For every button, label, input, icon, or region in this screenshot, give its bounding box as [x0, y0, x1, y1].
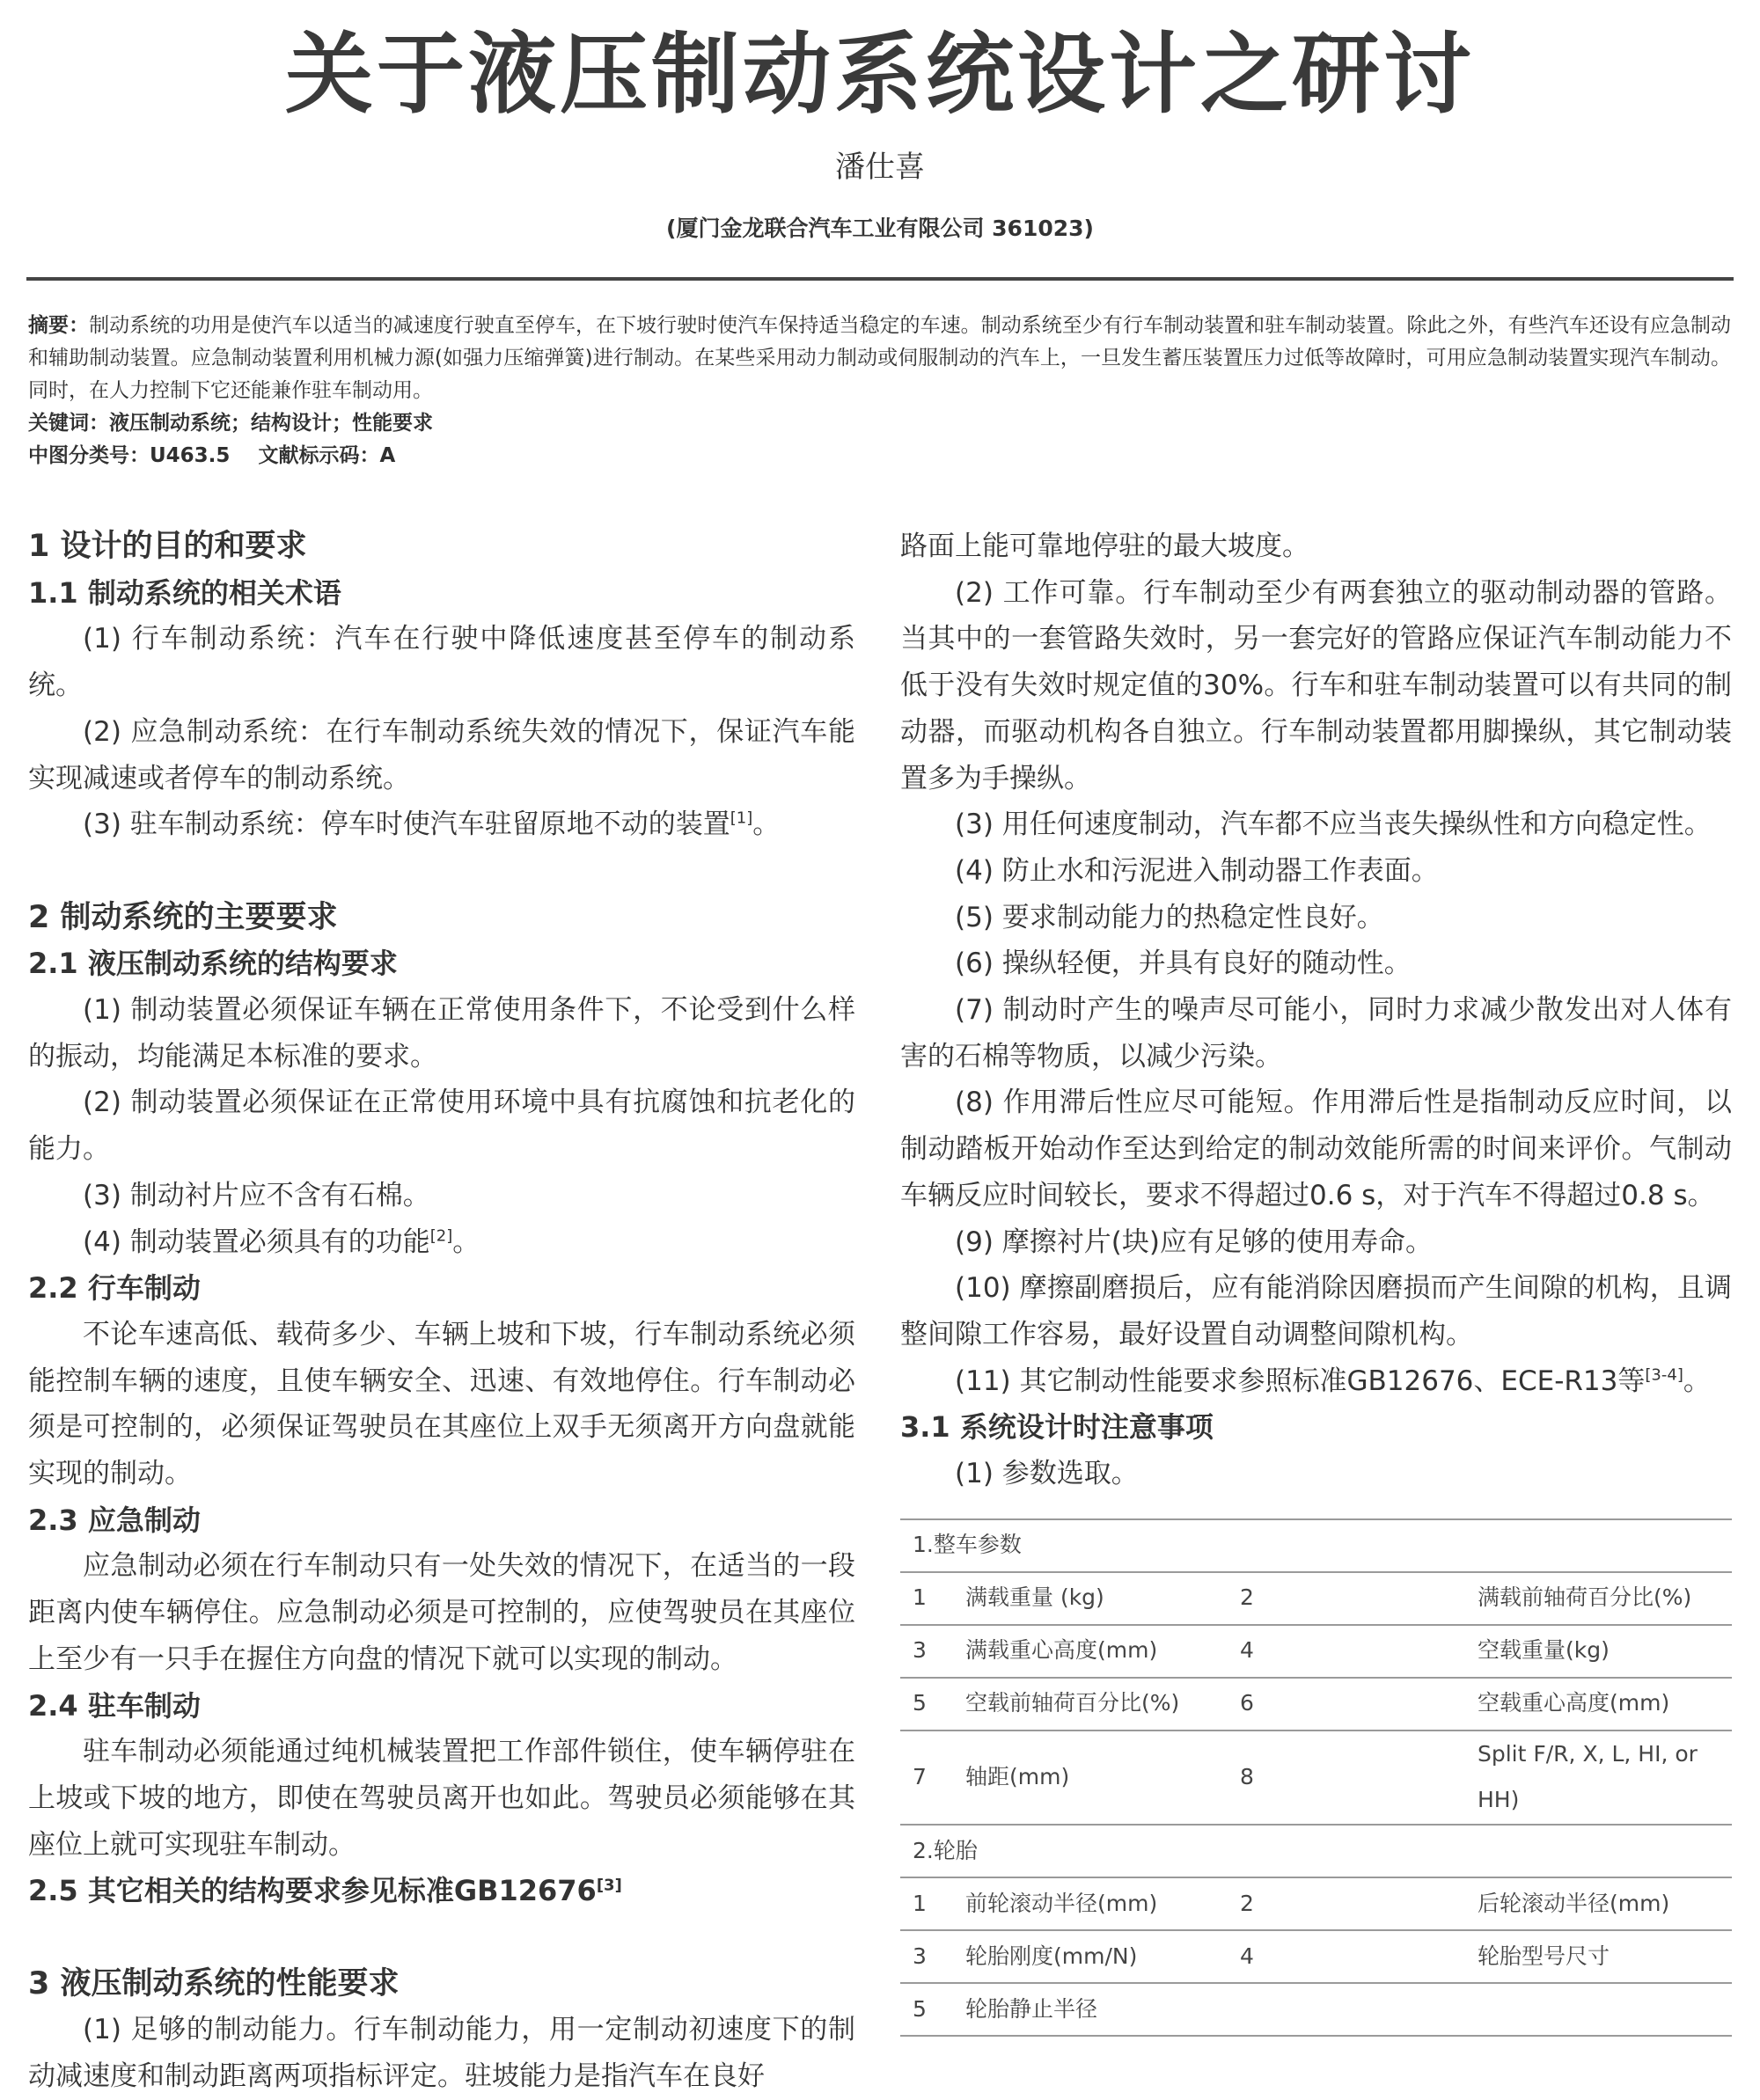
table-cell: 轮胎型号尺寸 — [1398, 1930, 1732, 1983]
abstract-paragraph — [28, 310, 1731, 407]
table-cell: 空载重心高度(mm) — [1398, 1678, 1732, 1730]
table-row — [900, 1877, 1732, 1930]
section-heading: 1 设计的目的和要求 — [28, 529, 307, 564]
table-cell: 轮胎静止半径 — [965, 1983, 1229, 2036]
punctuation: 。 — [752, 809, 781, 841]
table-cell: 3 — [900, 1930, 965, 1983]
right-column — [900, 523, 1732, 2037]
table-cell: 7 — [900, 1730, 965, 1825]
citation: [1] — [730, 809, 753, 828]
subsection-heading: 2.3 应急制动 — [28, 1503, 201, 1537]
table-cell: Split F/R, X, L, HI, or HH) — [1398, 1730, 1732, 1825]
paragraph: (1) 足够的制动能力。行车制动能力，用一定制动初速度下的制动减速度和制动距离两项指标评定。驻坡能力是指汽车在良好 — [28, 2014, 855, 2093]
table-row — [900, 1678, 1732, 1730]
keywords-label: 关键词： — [28, 412, 109, 435]
keywords-line — [28, 407, 1731, 440]
author-affiliation: (厦门金龙联合汽车工业有限公司 361023) — [666, 216, 1094, 241]
citation: [2] — [429, 1226, 453, 1246]
table-cell: 2 — [1229, 1877, 1398, 1930]
table-section-title: 1.整车参数 — [900, 1519, 1732, 1572]
table-cell — [1229, 1983, 1398, 2036]
paragraph: (2) 应急制动系统：在行车制动系统失效的情况下，保证汽车能实现减速或者停车的制动系统。 — [28, 715, 855, 794]
citation: [3-4] — [1645, 1365, 1683, 1385]
table-row — [900, 1730, 1732, 1825]
table-cell: 前轮滚动半径(mm) — [965, 1877, 1229, 1930]
header-rule — [26, 277, 1734, 281]
paragraph: 路面上能可靠地停驻的最大坡度。 — [900, 530, 1309, 562]
subsection-heading: 2.2 行车制动 — [28, 1271, 201, 1306]
punctuation: 。 — [452, 1226, 480, 1258]
paragraph-text: (11) 其它制动性能要求参照标准GB12676、ECE-R13等 — [955, 1365, 1646, 1397]
author-name: 潘仕喜 — [835, 150, 925, 185]
table-cell: 后轮滚动半径(mm) — [1398, 1877, 1732, 1930]
left-column — [28, 523, 855, 2100]
paragraph: (4) 防止水和污泥进入制动器工作表面。 — [955, 854, 1439, 887]
table-cell: 8 — [1229, 1730, 1398, 1825]
table-cell: 空载前轴荷百分比(%) — [965, 1678, 1229, 1730]
paragraph: (10) 摩擦副磨损后，应有能消除因磨损而产生间隙的机构，且调整间隙工作容易，最好设置自动调整间隙机构。 — [900, 1272, 1732, 1350]
paragraph: (2) 工作可靠。行车制动至少有两套独立的驱动制动器的管路。当其中的一套管路失效时，另一套完好的管路应保证汽车制动能力不低于没有失效时规定值的30%。行车和驻车制动装置可以有共同的制动器，而驱动机构各自独立。行车制动装置都用脚操纵，其它制动装置多为手操纵。 — [900, 576, 1732, 794]
subsection-heading: 3.1 系统设计时注意事项 — [900, 1410, 1214, 1445]
spacer — [28, 848, 855, 895]
paragraph: (6) 操纵轻便，并具有良好的随动性。 — [955, 948, 1412, 980]
paragraph — [900, 1358, 1732, 1405]
classification-line — [28, 440, 1731, 472]
table-section-row — [900, 1519, 1732, 1572]
doc-code-label: 文献标示码： — [258, 444, 380, 467]
spacer — [28, 1914, 855, 1961]
table-cell — [1398, 1983, 1732, 2036]
table-cell: 3 — [900, 1625, 965, 1678]
table-cell: 空载重量(kg) — [1398, 1625, 1732, 1678]
subsection-heading: 2.1 液压制动系统的结构要求 — [28, 947, 398, 981]
table-cell: 轮胎刚度(mm/N) — [965, 1930, 1229, 1983]
table-cell: 5 — [900, 1983, 965, 2036]
abstract-text: 制动系统的功用是使汽车以适当的减速度行驶直至停车，在下坡行驶时使汽车保持适当稳定的车速。制动系统至少有行车制动装置和驻车制动装置。除此之外，有些汽车还设有应急制动和辅助制动装置。应急制动装置利用机械力源(如强力压缩弹簧)进行制动。在某些采用动力制动或伺服制动的汽车上，一旦发生蓄压装置压力过低等故障时，可用应急制动装置实现汽车制动。同时，在人力控制下它还能兼作驻车制动用。 — [28, 314, 1732, 402]
table-cell: 1 — [900, 1877, 965, 1930]
table-cell: 轴距(mm) — [965, 1730, 1229, 1825]
paragraph: 应急制动必须在行车制动只有一处失效的情况下，在适当的一段距离内使车辆停住。应急制动必须是可控制的，应使驾驶员在其座位上至少有一只手在握住方向盘的情况下就可以实现的制动。 — [28, 1550, 855, 1675]
paragraph: 不论车速高低、载荷多少、车辆上坡和下坡，行车制动系统必须能控制车辆的速度，且使车辆安全、迅速、有效地停住。行车制动必须是可控制的，必须保证驾驶员在其座位上双手无须离开方向盘就能实现的制动。 — [28, 1318, 855, 1490]
paragraph: (3) 制动衬片应不含有石棉。 — [83, 1179, 430, 1211]
table-cell: 5 — [900, 1678, 965, 1730]
table-row — [900, 1572, 1732, 1625]
paragraph — [28, 1219, 855, 1266]
table-row — [900, 1983, 1732, 2036]
table-cell: 满载重心高度(mm) — [965, 1625, 1229, 1678]
parameter-table — [900, 1518, 1732, 2037]
paragraph: (1) 制动装置必须保证车辆在正常使用条件下，不论受到什么样的振动，均能满足本标准的要求。 — [28, 994, 855, 1072]
subsection-heading — [28, 1868, 855, 1914]
table-section-row — [900, 1825, 1732, 1877]
table-cell: 1 — [900, 1572, 965, 1625]
table-cell: 2 — [1229, 1572, 1398, 1625]
citation: [3] — [596, 1876, 622, 1895]
subsection-heading: 2.4 驻车制动 — [28, 1688, 201, 1723]
paragraph: (1) 行车制动系统：汽车在行驶中降低速度甚至停车的制动系统。 — [28, 623, 855, 702]
paragraph: (9) 摩擦衬片(块)应有足够的使用寿命。 — [955, 1226, 1433, 1258]
abstract-label: 摘要： — [28, 314, 90, 337]
abstract-block — [28, 310, 1731, 472]
table-cell: 4 — [1229, 1625, 1398, 1678]
table-cell: 满载重量 (kg) — [965, 1572, 1229, 1625]
paragraph — [28, 801, 855, 848]
doc-code-value: A — [379, 444, 396, 467]
table-cell: 满载前轴荷百分比(%) — [1398, 1572, 1732, 1625]
section-heading: 3 液压制动系统的性能要求 — [28, 1965, 400, 2001]
paragraph: (2) 制动装置必须保证在正常使用环境中具有抗腐蚀和抗老化的能力。 — [28, 1087, 855, 1166]
subsection-heading: 1.1 制动系统的相关术语 — [28, 575, 341, 610]
table-row — [900, 1625, 1732, 1678]
paragraph: (1) 参数选取。 — [955, 1458, 1139, 1490]
table-cell: 6 — [1229, 1678, 1398, 1730]
paragraph-text: (4) 制动装置必须具有的功能 — [83, 1226, 430, 1258]
heading-text: 2.5 其它相关的结构要求参见标准GB12676 — [28, 1874, 597, 1908]
paragraph: (5) 要求制动能力的热稳定性良好。 — [955, 901, 1384, 933]
paragraph-text: (3) 驻车制动系统：停车时使汽车驻留原地不动的装置 — [83, 809, 730, 841]
paragraph: (8) 作用滞后性应尽可能短。作用滞后性是指制动反应时间，以制动踏板开始动作至达到给定的制动效能所需的时间来评价。气制动车辆反应时间较长，要求不得超过0.6 s，对于汽车不得超过0.8 s。 — [900, 1087, 1732, 1211]
class-value: U463.5 — [150, 444, 231, 467]
keywords-text: 液压制动系统；结构设计；性能要求 — [109, 412, 433, 435]
section-heading: 2 制动系统的主要要求 — [28, 899, 338, 935]
table-cell: 4 — [1229, 1930, 1398, 1983]
table-row — [900, 1930, 1732, 1983]
paragraph: (3) 用任何速度制动，汽车都不应当丧失操纵性和方向稳定性。 — [955, 809, 1712, 841]
class-label: 中图分类号： — [28, 444, 150, 467]
paragraph: 驻车制动必须能通过纯机械装置把工作部件锁住，使车辆停驻在上坡或下坡的地方，即使在驾驶员离开也如此。驾驶员必须能够在其座位上就可实现驻车制动。 — [28, 1736, 855, 1861]
punctuation: 。 — [1683, 1365, 1711, 1397]
paper-title: 关于液压制动系统设计之研讨 — [285, 23, 1475, 126]
table-section-title: 2.轮胎 — [900, 1825, 1732, 1877]
paragraph: (7) 制动时产生的噪声尽可能小，同时力求减少散发出对人体有害的石棉等物质，以减少污染。 — [900, 994, 1732, 1072]
